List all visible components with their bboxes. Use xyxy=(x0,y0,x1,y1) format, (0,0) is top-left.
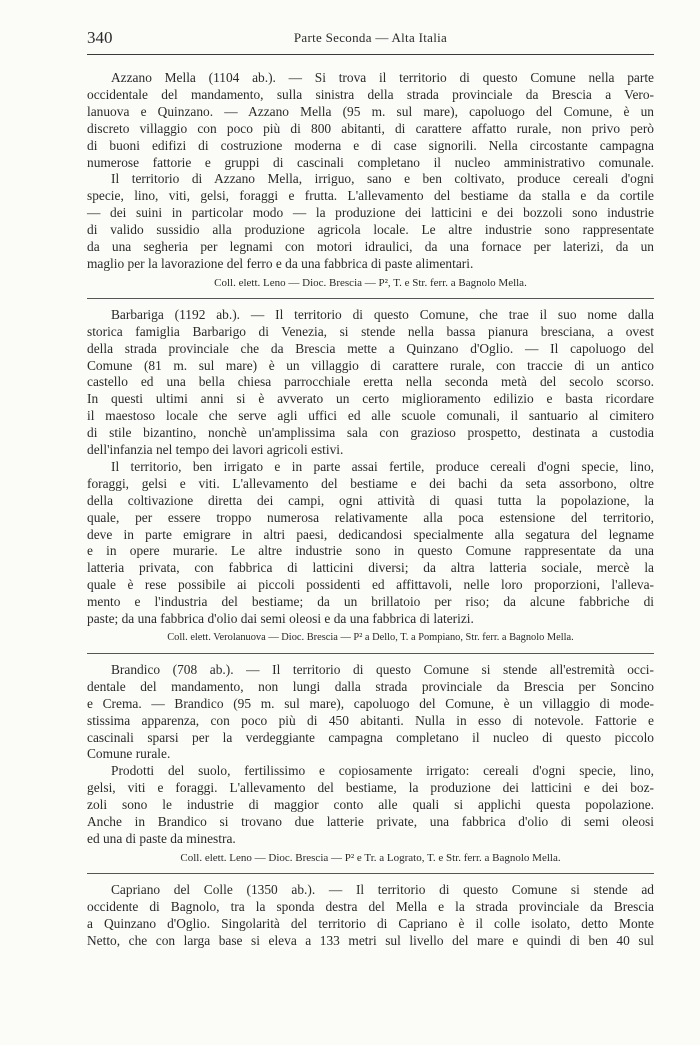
text-line: Il territorio di Azzano Mella, irriguo, sano e ben coltivato, produce cereali d'ogni xyxy=(111,171,654,187)
text-line: quale è rese possibile ai piccoli possidenti ed affittavoli, nelle loro proporzioni, l'alleva- xyxy=(87,577,654,593)
text-line: di valido sussidio alla produzione agricola locale. Le altre industrie sono rappresentate xyxy=(87,222,654,238)
text-line: deve in parte emigrare in altri paesi, dedicandosi specialmente alla segatura del legname xyxy=(87,526,654,542)
text-line: foraggi, gelsi e viti. L'allevamento del bestiame e dei bachi da seta assorbono, oltre xyxy=(87,475,654,491)
page-body xyxy=(87,70,654,949)
text-line: il maestoso locale che serve agli uffici ed alle scuole comunali, il santuario al cimitero xyxy=(87,408,654,424)
text-line: paste; da una fabbrica d'olio dai semi oleosi e da una fabbrica di laterizi. xyxy=(87,611,474,627)
electoral-info: Coll. elett. Leno — Dioc. Brescia — P² e Tr. a Lograto, T. e Str. ferr. a Bagnolo Mella. xyxy=(180,851,561,864)
text-line: della coltivazione diretta dei campi, ogni attività di quasi tutta la popolazione, la xyxy=(87,492,654,508)
text-line: Anche in Brandico si trovano due latterie private, una fabbrica d'olio di semi oleosi xyxy=(87,814,654,830)
page-number: 340 xyxy=(87,28,113,47)
text-line: stissima apparenza, con poco più di 450 abitanti. Nulla in esso di notevole. Fattorie e xyxy=(87,712,654,728)
electoral-info: Coll. elett. Verolanuova — Dioc. Brescia — P² a Dello, T. a Pompiano, Str. ferr. a Bagnolo Mella. xyxy=(167,632,574,643)
text-line: mento e l'industria del bestiame; da un brillatoio per riso; da alcune fabbriche di xyxy=(87,594,654,610)
text-line: Comune rurale. xyxy=(87,746,171,762)
text-line: Azzano Mella (1104 ab.). — Si trova il territorio di questo Comune nella parte xyxy=(111,70,654,85)
text-line: zoli sono le industrie di maggior conto alle quali si applichi questa popolazione. xyxy=(87,797,654,813)
entry-brandico xyxy=(87,662,654,867)
text-line: Prodotti del suolo, fertilissimo e copiosamente irrigato: cereali d'ogni specie, lino, xyxy=(111,763,654,779)
paragraph xyxy=(87,70,654,171)
text-line: quale, per essere troppo numerosa relativamente alla poca estensione del territorio, xyxy=(87,509,654,525)
electoral-info: Coll. elett. Leno — Dioc. Brescia — P², T. e Str. ferr. a Bagnolo Mella. xyxy=(214,276,527,289)
paragraph xyxy=(87,882,654,950)
text-line: occidente di Bagnolo, tra la sponda destra del Mella e la strada provinciale da Brescia xyxy=(87,898,654,914)
text-line: numerose fattorie e gruppi di cascinali completano il nucleo amministrativo comunale. xyxy=(87,154,654,170)
text-line: specie, lino, viti, gelsi, foraggi e frutta. L'allevamento del bestiame da stalla e da cortile xyxy=(87,188,654,204)
paragraph xyxy=(87,662,654,763)
entry-capriano-del-colle xyxy=(87,882,654,950)
paragraph xyxy=(87,171,654,272)
text-line: maglio per la lavorazione del ferro e da una fabbrica di paste alimentari. xyxy=(87,255,474,271)
page-header xyxy=(87,28,654,50)
text-line: e in opere murarie. Le altre industrie sono in questo Comune rappresentate da una xyxy=(87,543,654,559)
text-line: da una segheria per legnami con motori idraulici, da una fornace per laterizi, da un xyxy=(87,239,654,255)
text-line: Barbariga (1192 ab.). — Il territorio di questo Comune, che trae il suo nome dalla xyxy=(111,306,654,322)
text-line: e Crema. — Brandico (95 m. sul mare), capoluogo del Comune, è un villaggio di mode- xyxy=(87,695,654,711)
text-line: lanuova e Quinzano. — Azzano Mella (95 m. sul mare), capoluogo del Comune, è un xyxy=(87,103,654,119)
entry-divider xyxy=(87,653,654,654)
paragraph xyxy=(87,307,654,459)
text-line: cascinali sparsi per la verdeggiante campagna completano il nucleo di questo piccolo xyxy=(87,729,654,745)
text-line: ed una di paste da minestra. xyxy=(87,830,236,846)
entry-azzano-mella xyxy=(87,70,654,292)
paragraph xyxy=(87,459,654,628)
text-line: latteria privata, con fabbrica di latticini diversi; da altra latteria sociale, mercè la xyxy=(87,560,654,576)
text-line: — dei suini in particolar modo — la produzione dei latticini e dei bozzoli sono industrie xyxy=(87,205,654,221)
paragraph xyxy=(87,763,654,848)
entry-divider xyxy=(87,873,654,874)
text-line: Netto, che con larga base si eleva a 133 metri sul livello del mare e quindi di ben 40 sul xyxy=(87,932,654,948)
entry-divider xyxy=(87,298,654,299)
text-line: di buoni edifizi di costruzione moderna e di case signorili. Nella circostante campagna xyxy=(87,137,654,153)
text-line: dentale del mandamento, non lungi dalla strada provinciale da Brescia per Soncino xyxy=(87,678,654,694)
running-title: Parte Seconda — Alta Italia xyxy=(293,30,448,45)
entry-barbariga xyxy=(87,307,654,647)
header-rule xyxy=(87,54,654,55)
text-line: castello ed una bella chiesa parrocchiale eretta nella seconda metà del secolo scorso. xyxy=(87,374,654,390)
text-line: storica famiglia Barbarigo di Venezia, si stende nella bassa pianura bresciana, a ovest xyxy=(87,323,654,339)
text-line: dell'infanzia nel tempo dei lavori agricoli estivi. xyxy=(87,442,344,458)
text-line: Brandico (708 ab.). — Il territorio di questo Comune si stende all'estremità occi- xyxy=(111,661,654,677)
text-line: della strada provinciale che da Brescia mette a Quinzano d'Oglio. — Il capoluogo del xyxy=(87,340,654,356)
text-line: Il territorio, ben irrigato e in parte assai fertile, produce cereali d'ogni specie, lino, xyxy=(111,458,654,474)
text-line: Comune (81 m. sul mare) è un villaggio di carattere rurale, con traccie di un antico xyxy=(87,357,654,373)
text-line: occidentale del mandamento, sulla sinistra della strada provinciale da Brescia a Vero- xyxy=(87,86,654,102)
text-line: In questi ultimi anni si è avverato un certo miglioramento edilizio e basta ricordare xyxy=(87,391,654,407)
text-line: di stile bizantino, nonchè un'amplissima sala con grazioso prospetto, destinata a custodia xyxy=(87,425,654,441)
text-line: a Quinzano d'Oglio. Singolarità del territorio di Capriano è il colle isolato, detto Monte xyxy=(87,915,654,931)
text-line: gelsi, viti e foraggi. L'allevamento del bestiame, la produzione dei latticini e dei boz- xyxy=(87,780,654,796)
text-line: Capriano del Colle (1350 ab.). — Il territorio di questo Comune si stende ad xyxy=(111,881,654,897)
text-line: discreto villaggio con poco più di 800 abitanti, di carattere affatto rurale, non privo però xyxy=(87,120,654,136)
